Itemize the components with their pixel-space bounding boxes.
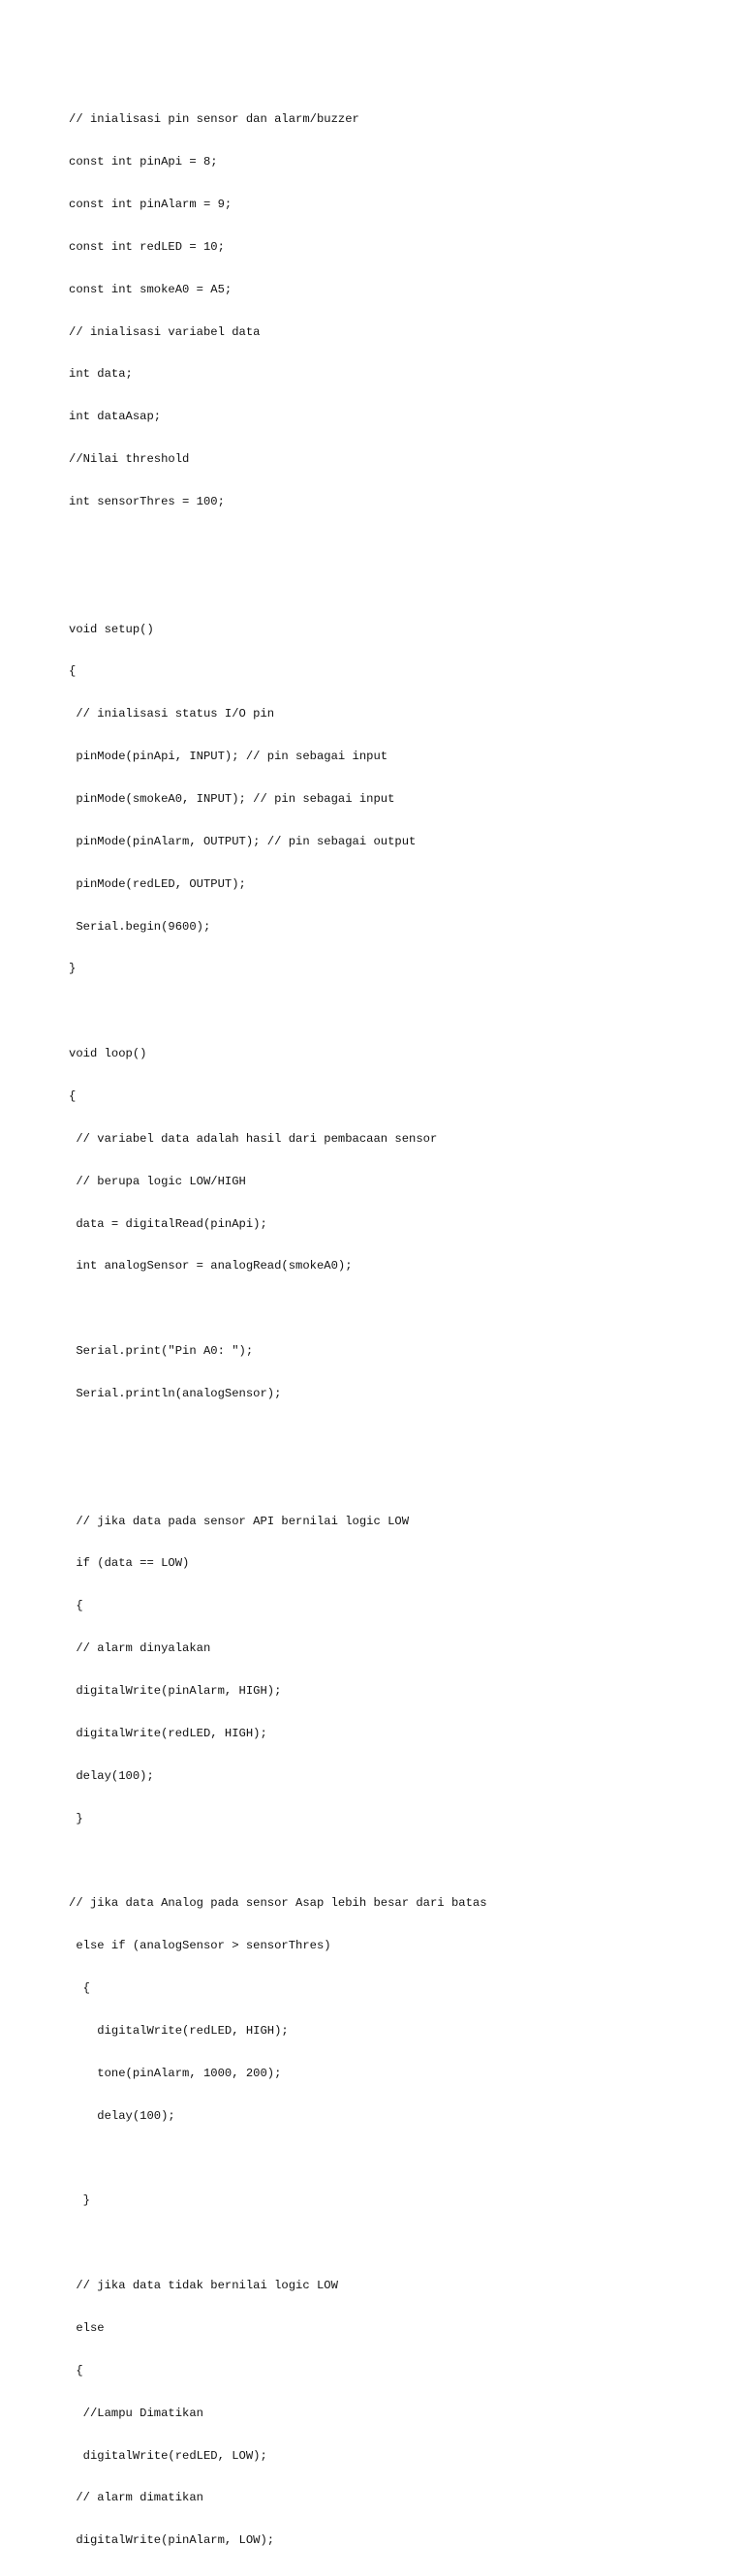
code-line: Serial.begin(9600); [69,919,211,934]
code-line: // inialisasi pin sensor dan alarm/buzzer [69,112,359,127]
code-line: } [69,2193,90,2208]
code-line: digitalWrite(redLED, HIGH); [69,1726,267,1740]
code-block [69,84,487,2576]
code-line: else [69,2320,105,2335]
code-line: } [69,962,77,976]
code-line: // alarm dimatikan [69,2491,203,2505]
code-line: pinMode(pinAlarm, OUTPUT); // pin sebagai output [69,834,417,848]
code-line: // alarm dinyalakan [69,1641,211,1656]
code-line [69,2152,487,2166]
code-line: void loop() [69,1047,147,1061]
code-line: digitalWrite(pinAlarm, LOW); [69,2533,275,2548]
code-line: digitalWrite(redLED, HIGH); [69,2023,289,2038]
code-line [69,580,487,595]
code-line: void setup() [69,622,154,636]
code-line: digitalWrite(redLED, LOW); [69,2448,267,2463]
code-line: int sensorThres = 100; [69,494,225,508]
code-line: const int smokeA0 = A5; [69,282,232,296]
code-line: // jika data tidak bernilai logic LOW [69,2279,338,2293]
code-line: // inialisasi status I/O pin [69,707,275,721]
code-line: if (data == LOW) [69,1556,190,1571]
code-line: { [69,1599,83,1613]
code-line: int dataAsap; [69,410,162,424]
code-line: const int redLED = 10; [69,239,225,254]
code-line: int analogSensor = analogRead(smokeA0); [69,1259,353,1273]
code-line: // jika data pada sensor API bernilai logic LOW [69,1514,410,1528]
code-line [69,1472,487,1487]
code-line: digitalWrite(pinAlarm, HIGH); [69,1684,282,1699]
code-line [69,537,487,552]
code-line: { [69,2363,83,2377]
code-line: { [69,664,77,679]
code-line: // variabel data adalah hasil dari pembacaan sensor [69,1131,438,1146]
code-line: // berupa logic LOW/HIGH [69,1174,246,1188]
code-line: { [69,1981,90,1996]
code-line: { [69,1089,77,1104]
code-line [69,1302,487,1316]
code-line: // jika data Analog pada sensor Asap lebih besar dari batas [69,1896,487,1911]
code-line: Serial.println(analogSensor); [69,1387,282,1401]
code-line [69,1429,487,1444]
code-line: //Nilai threshold [69,452,190,467]
code-line: int data; [69,367,133,382]
code-line: delay(100); [69,2108,175,2123]
code-line: pinMode(smokeA0, INPUT); // pin sebagai input [69,792,395,806]
code-line: // inialisasi variabel data [69,324,261,339]
code-line: pinMode(redLED, OUTPUT); [69,876,246,891]
code-line: else if (analogSensor > sensorThres) [69,1939,331,1953]
code-line: Serial.print("Pin A0: "); [69,1344,254,1359]
code-line: //Lampu Dimatikan [69,2406,203,2420]
code-line [69,2236,487,2251]
code-line: delay(100); [69,1768,154,1783]
code-line [69,1854,487,1868]
code-line: tone(pinAlarm, 1000, 200); [69,2066,282,2080]
code-line: const int pinApi = 8; [69,155,218,169]
code-line: data = digitalRead(pinApi); [69,1216,267,1231]
code-line [69,1004,487,1019]
code-line: const int pinAlarm = 9; [69,197,232,211]
code-line: } [69,1811,83,1825]
code-line: pinMode(pinApi, INPUT); // pin sebagai input [69,750,388,764]
